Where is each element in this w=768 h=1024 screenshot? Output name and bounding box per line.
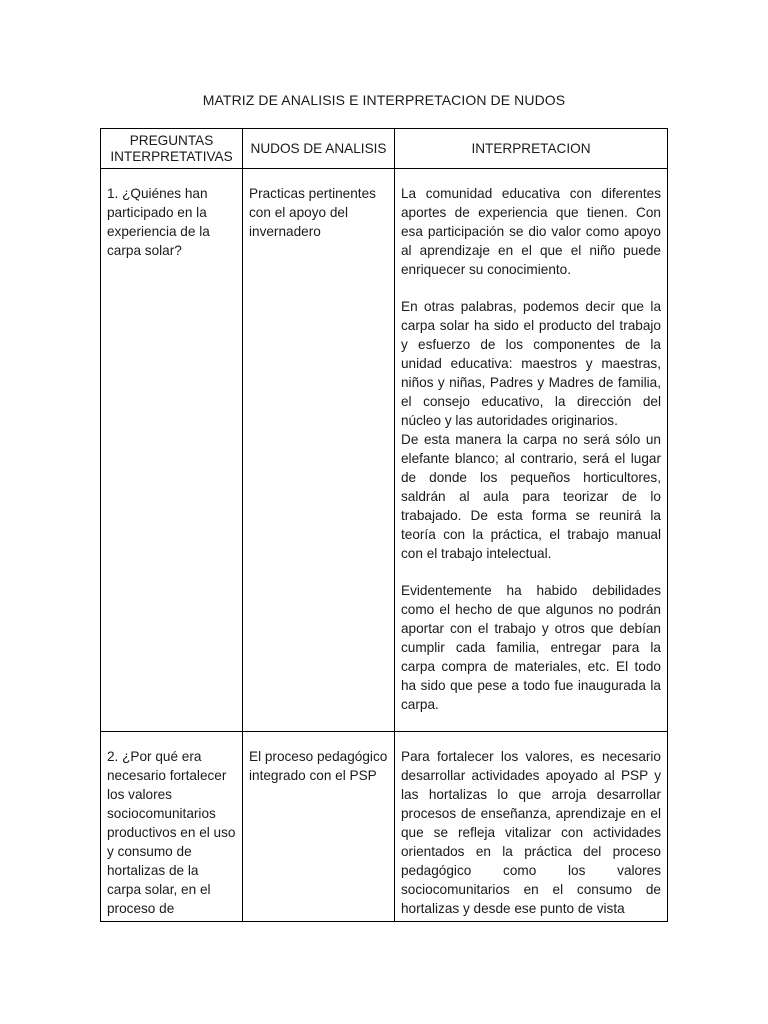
interpretation-paragraph: En otras palabras, podemos decir que la carpa solar ha sido el producto del trabajo y esfuerzo de los componentes de la unidad educativa: maestros y maestras, niños y niñas, Padres y Madres de familia, el consejo educativo, la dirección del núcleo y las autoridades originarios. [401, 299, 661, 428]
interpretation-cell [395, 169, 668, 732]
page-title: MATRIZ DE ANALISIS E INTERPRETACION DE NUDOS [202, 92, 566, 108]
question-cell [101, 169, 243, 732]
header-interpretacion: INTERPRETACION [395, 129, 668, 169]
question-text: 2. ¿Por qué era necesario fortalecer los valores sociocomunitarios productivos en el uso y consumo de hortalizas de la carpa solar, en el proceso de [107, 749, 236, 916]
interpretation-paragraph: Para fortalecer los valores, es necesario desarrollar actividades apoyado al PSP y las hortalizas lo que arroja desarrollar procesos de enseñanza, aprendizaje en el que se refleja vitalizar con actividades orientados en la práctica del proceso pedagógico como los valores sociocomunitarios en el consumo de hortalizas y desde ese punto de vista [401, 749, 661, 916]
header-preguntas [101, 129, 243, 169]
node-cell [243, 169, 395, 732]
question-cell [101, 732, 243, 922]
interpretation-paragraph: La comunidad educativa con diferentes aportes de experiencia que tienen. Con esa participación se dio valor como apoyo al aprendizaje en el que el niño puede enriquecer su conocimiento. [401, 186, 661, 277]
table-row [101, 732, 668, 922]
node-text: El proceso pedagógico integrado con el PSP [249, 749, 388, 783]
question-text: 1. ¿Quiénes han participado en la experiencia de la carpa solar? [107, 186, 210, 258]
node-text: Practicas pertinentes con el apoyo del invernadero [249, 186, 376, 239]
interpretation-cell [395, 732, 668, 922]
interpretation-paragraph: De esta manera la carpa no será sólo un elefante blanco; al contrario, será el lugar de donde los pequeños horticultores, saldrán al aula para teorizar de lo trabajado. De esta forma se reunirá la teoría con la práctica, el trabajo manual con el trabajo intelectual. [401, 432, 661, 561]
interpretation-paragraph: Evidentemente ha habido debilidades como el hecho de que algunos no podrán aportar con el trabajo y otros que debían cumplir cada familia, entregar para la carpa compra de materiales, etc. El todo ha sido que pese a todo fue inaugurada la carpa. [401, 583, 661, 712]
analysis-matrix-table [100, 128, 668, 922]
table-header-row [101, 129, 668, 169]
node-cell [243, 732, 395, 922]
header-preguntas-line2: INTERPRETATIVAS [110, 148, 233, 164]
header-preguntas-line1: PREGUNTAS [129, 132, 214, 148]
table-row [101, 169, 668, 732]
header-nudos: NUDOS DE ANALISIS [243, 129, 395, 169]
